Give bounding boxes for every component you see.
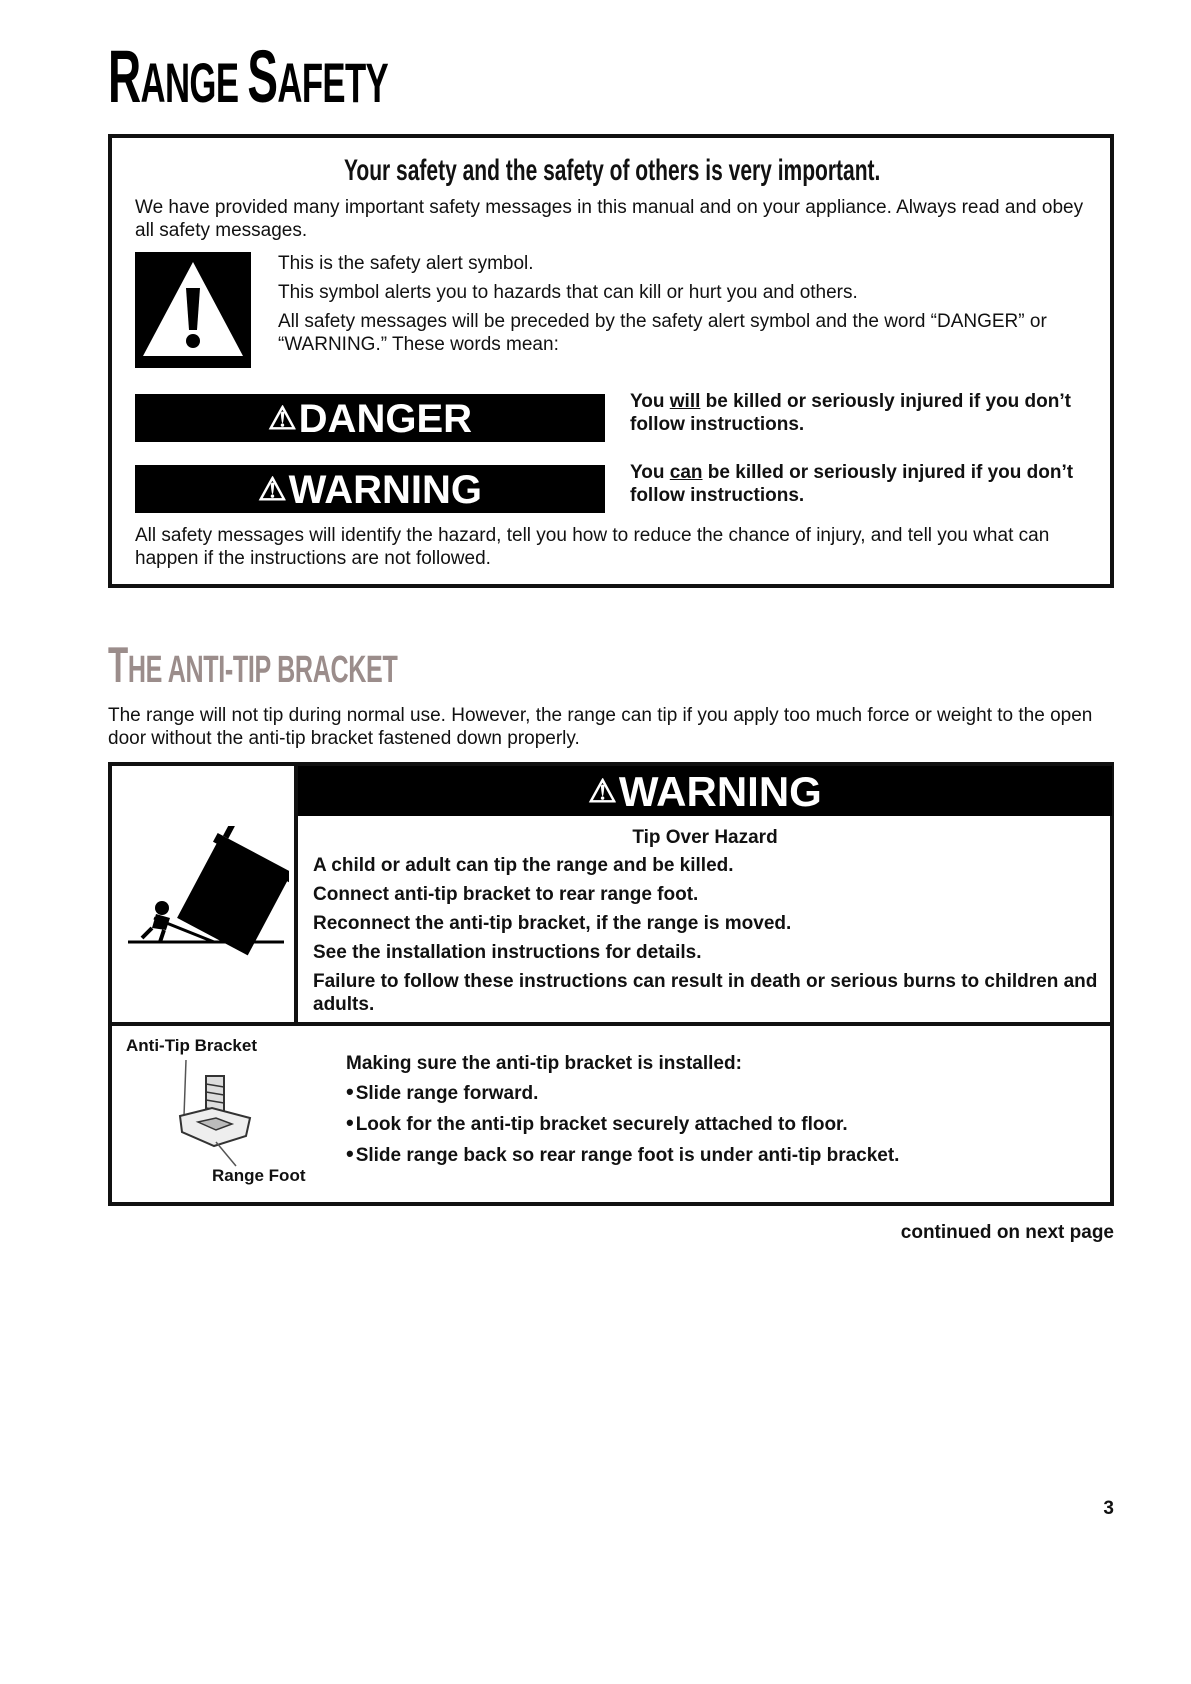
warning-triangle-icon: ⚠ — [257, 471, 287, 507]
alert-explanation: This is the safety alert symbol. This symbol alerts you to hazards that can kill or hurt you and others. All safety messages will be preceded by the safety alert symbol and the word “DANGER” or “WARNING.” These words mean: — [278, 253, 1047, 355]
anti-tip-bracket-label: Anti-Tip Bracket — [126, 1036, 257, 1055]
bullet-icon: • — [346, 1141, 354, 1166]
warning-triangle-icon: ⚠ — [267, 400, 297, 436]
hazard-line: Reconnect the anti-tip bracket, if the range is moved. — [313, 913, 792, 934]
bullet-icon: • — [346, 1110, 354, 1135]
danger-signal-bar: ⚠DANGER — [135, 394, 605, 442]
anti-tip-bracket-icon — [172, 1056, 272, 1168]
divider — [112, 1022, 1112, 1026]
hazard-line: Connect anti-tip bracket to rear range foot. — [313, 884, 699, 905]
range-foot-label: Range Foot — [212, 1166, 306, 1185]
bracket-check-list — [346, 1080, 899, 1173]
list-item: • Slide range forward. — [346, 1079, 539, 1104]
tip-over-warning-header: ⚠WARNING — [298, 766, 1112, 816]
continued-note: continued on next page — [900, 1222, 1114, 1243]
page-number: 3 — [1103, 1498, 1114, 1519]
list-item: • Slide range back so rear range foot is under anti-tip bracket. — [346, 1141, 900, 1166]
safety-closing-text: All safety messages will identify the hazard, tell you how to reduce the chance of injury, and tell you what can happen if the instructions are not followed. — [135, 525, 1050, 569]
page-title: RANGE SAFETY — [108, 35, 389, 118]
tip-over-warning-box — [108, 762, 1114, 1206]
safety-intro-text: We have provided many important safety messages in this manual and on your appliance. Always read and obey all safety messages. — [135, 197, 1084, 241]
bracket-check-title: Making sure the anti-tip bracket is installed: — [346, 1053, 742, 1074]
anti-tip-intro: The range will not tip during normal use. However, the range can tip if you apply too much force or weight to the open door without the anti-tip bracket fastened down properly. — [108, 705, 1093, 749]
hazard-title: Tip Over Hazard — [632, 827, 778, 848]
hazard-instructions — [313, 854, 1103, 1022]
bullet-icon: • — [346, 1079, 354, 1104]
hazard-line: A child or adult can tip the range and be killed. — [313, 855, 734, 876]
hazard-line: See the installation instructions for details. — [313, 942, 702, 963]
safety-heading: Your safety and the safety of others is very important. — [343, 154, 881, 187]
range-tipping-icon — [124, 826, 289, 966]
warning-signal-bar: ⚠WARNING — [135, 465, 605, 513]
hazard-line: Failure to follow these instructions can result in death or serious burns to children and adults. — [313, 971, 1098, 1015]
warning-triangle-icon: ⚠ — [588, 773, 617, 809]
danger-description: You will be killed or seriously injured if you don’t follow instructions. — [630, 391, 1071, 435]
safety-info-box — [108, 134, 1114, 588]
warning-description: You can be killed or seriously injured if you don’t follow instructions. — [630, 462, 1074, 506]
list-item: • Look for the anti-tip bracket securely attached to floor. — [346, 1110, 848, 1135]
safety-alert-icon — [135, 252, 251, 368]
anti-tip-section-title: THE ANTI-TIP BRACKET — [108, 637, 398, 693]
